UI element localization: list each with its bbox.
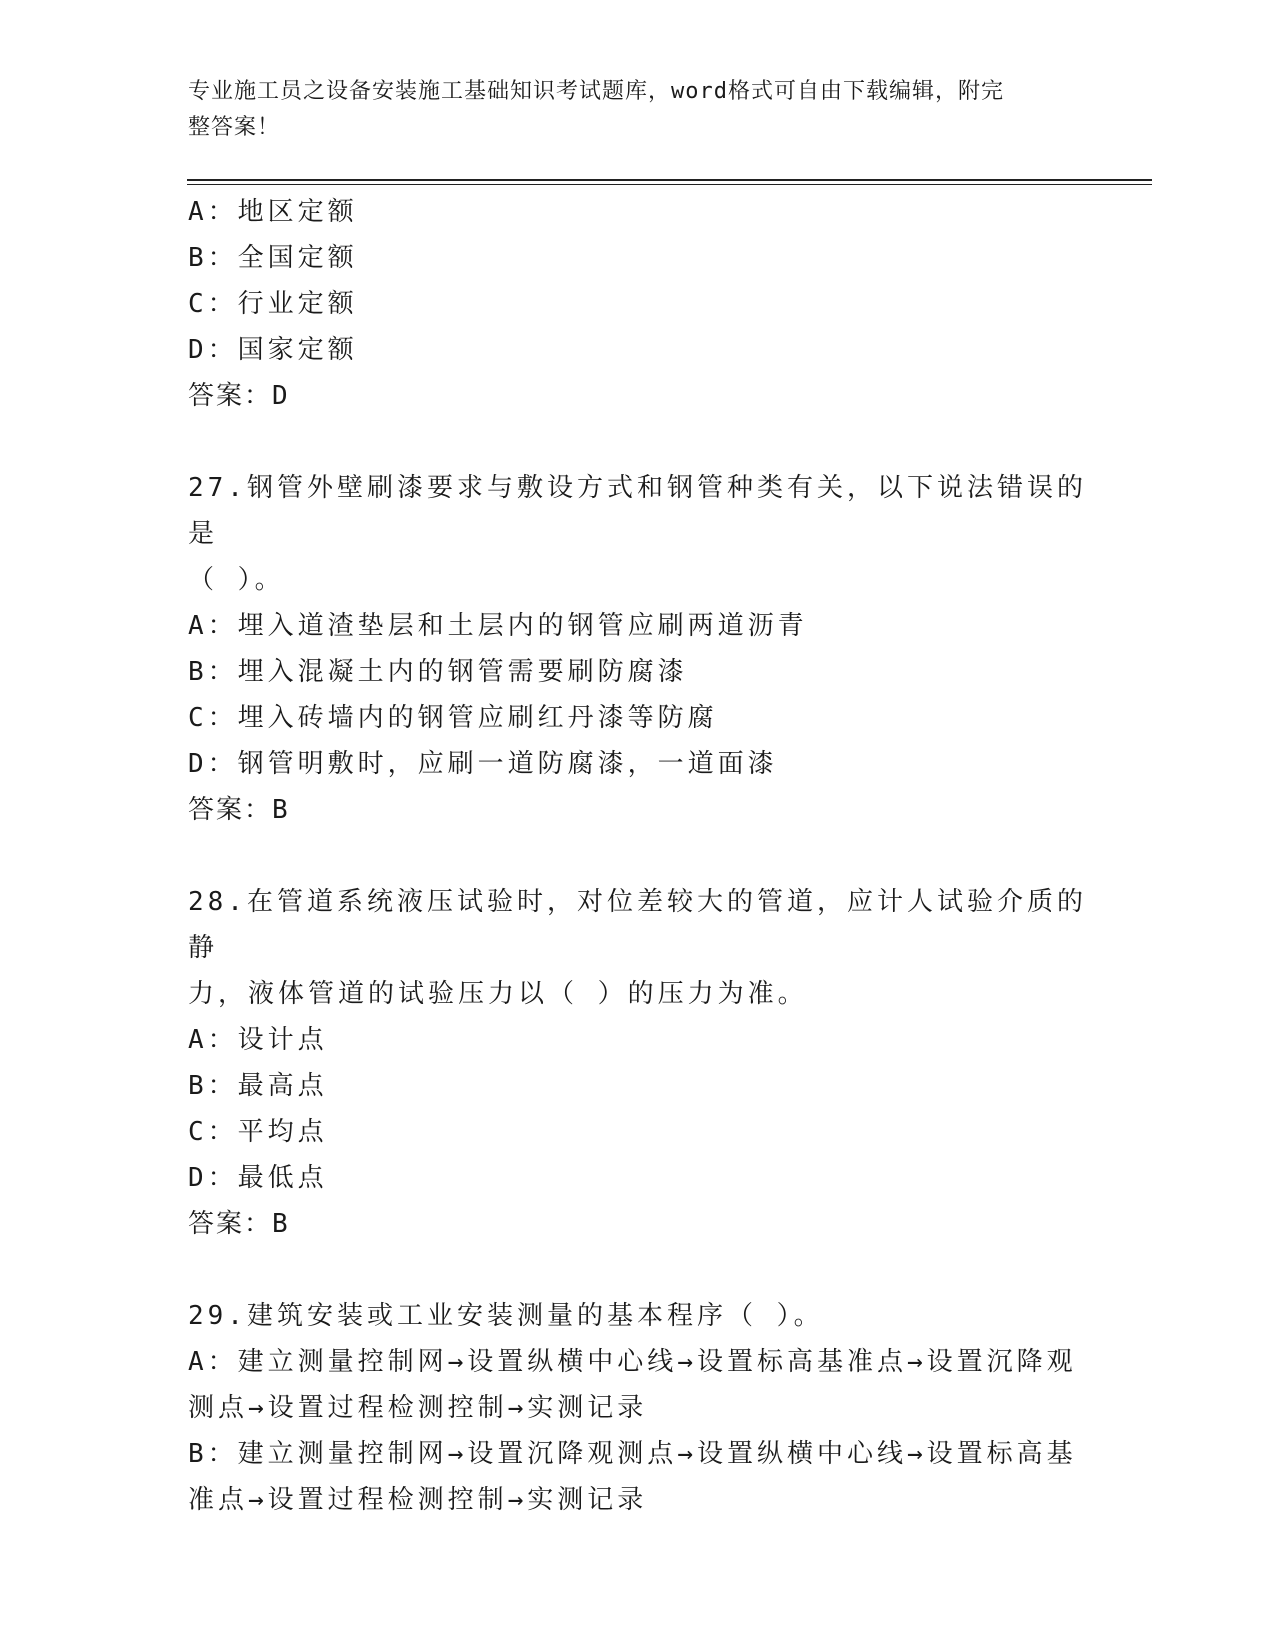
header-divider-thick [187, 179, 1152, 181]
option-a-line-1: A：建立测量控制网→设置纵横中心线→设置标高基准点→设置沉降观 [188, 1347, 1077, 1377]
spacer [188, 833, 1088, 879]
question-list [188, 189, 1088, 1523]
document-header [188, 74, 1088, 146]
answer: 答案：B [188, 795, 290, 825]
spacer [188, 1247, 1088, 1293]
option-a-line-2: 测点→设置过程检测控制→实测记录 [188, 1393, 648, 1423]
question-28 [188, 879, 1088, 1247]
option-b-line-2: 准点→设置过程检测控制→实测记录 [188, 1485, 648, 1515]
question-29 [188, 1293, 1088, 1523]
question-stem-line-1: 27.钢管外壁刷漆要求与敷设方式和钢管种类有关，以下说法错误的是 [188, 473, 1087, 549]
question-26 [188, 189, 1088, 419]
option-d: D：最低点 [188, 1163, 328, 1193]
header-title-line-1: 专业施工员之设备安装施工基础知识考试题库，word格式可自由下载编辑，附完 [188, 79, 1004, 104]
question-stem: 29.建筑安装或工业安装测量的基本程序（ ）。 [188, 1301, 824, 1331]
header-title-line-2: 整答案！ [188, 115, 281, 140]
answer: 答案：B [188, 1209, 290, 1239]
option-c: C：埋入砖墙内的钢管应刷红丹漆等防腐 [188, 703, 718, 733]
option-b: B：埋入混凝土内的钢管需要刷防腐漆 [188, 657, 688, 687]
option-c: C：行业定额 [188, 289, 358, 319]
option-a: A：设计点 [188, 1025, 328, 1055]
question-stem-line-2: 力，液体管道的试验压力以（ ）的压力为准。 [188, 979, 808, 1009]
option-b: B：全国定额 [188, 243, 358, 273]
header-divider-thin [187, 184, 1152, 185]
option-d: D：国家定额 [188, 335, 358, 365]
question-27 [188, 465, 1088, 833]
option-b: B：最高点 [188, 1071, 328, 1101]
spacer [188, 419, 1088, 465]
option-c: C：平均点 [188, 1117, 328, 1147]
option-a: A：地区定额 [188, 197, 358, 227]
option-d: D：钢管明敷时，应刷一道防腐漆，一道面漆 [188, 749, 778, 779]
option-a: A：埋入道渣垫层和土层内的钢管应刷两道沥青 [188, 611, 808, 641]
question-stem-line-1: 28.在管道系统液压试验时，对位差较大的管道，应计人试验介质的静 [188, 887, 1087, 963]
answer: 答案：D [188, 381, 290, 411]
question-stem-line-2: （ ）。 [188, 565, 285, 595]
option-b-line-1: B：建立测量控制网→设置沉降观测点→设置纵横中心线→设置标高基 [188, 1439, 1077, 1469]
